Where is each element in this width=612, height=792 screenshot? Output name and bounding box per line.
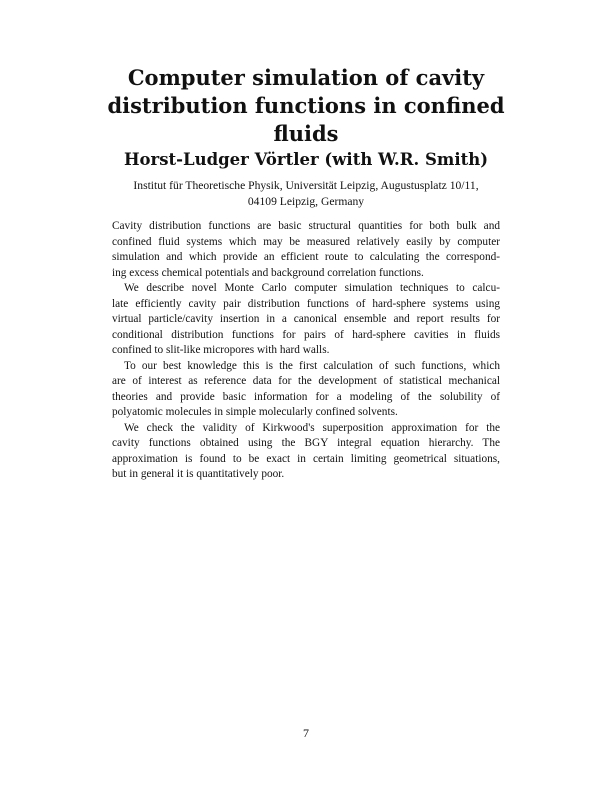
affiliation: [80, 178, 532, 210]
text-line: confined fluid systems which may be measured relatively easily by computer: [112, 235, 500, 248]
text-line: but in general it is quantitatively poor.: [112, 468, 285, 480]
text-line: late efficiently cavity pair distribution functions of hard-sphere systems using: [112, 297, 500, 310]
abstract-paragraph: [112, 281, 500, 359]
page-number: 7: [303, 726, 309, 740]
text-line: simulation and which provide an efficient route to calculating the correspond-: [112, 251, 500, 263]
text-line: polyatomic molecules in simple molecularly confined solvents.: [112, 406, 398, 418]
text-line: conditional distribution functions for pairs of hard-sphere cavities in fluids: [112, 328, 500, 341]
text-line: ing excess chemical potentials and background correlation functions.: [112, 266, 424, 279]
title-line: Computer simulation of cavity: [127, 65, 485, 90]
abstract-paragraph: [112, 421, 500, 483]
text-line: cavity functions obtained using the BGY integral equation hierarchy. The: [112, 437, 500, 449]
author-line: Horst-Ludger Vörtler (with W.R. Smith): [123, 150, 489, 169]
affiliation-line: Institut für Theoretische Physik, Universität Leipzig, Augustusplatz 10/11,: [133, 179, 479, 192]
affiliation-line: 04109 Leipzig, Germany: [247, 195, 365, 208]
title-line: fluids: [273, 121, 339, 146]
text-line: theories and provide basic information for a modeling of the solubility of: [112, 390, 500, 403]
text-line: We describe novel Monte Carlo computer simulation techniques to calcu-: [124, 282, 500, 294]
text-line: approximation is found to be exact in certain limiting geometrical situations,: [112, 452, 500, 465]
text-line: To our best knowledge this is the first calculation of such functions, which: [124, 359, 500, 372]
abstract-paragraph: [112, 359, 500, 421]
abstract-body: [112, 219, 500, 483]
text-line: Cavity distribution functions are basic structural quantities for both bulk and: [112, 220, 500, 232]
text-line: virtual particle/cavity insertion in a canonical ensemble and report results for: [112, 313, 500, 325]
text-line: are of interest as reference data for the development of statistical mechanical: [112, 375, 500, 387]
abstract-paragraph: [112, 219, 500, 281]
paper-title: [100, 64, 512, 148]
text-line: confined to slit-like micropores with hard walls.: [112, 344, 330, 356]
title-line: distribution functions in confined: [107, 93, 505, 118]
text-line: We check the validity of Kirkwood's superposition approximation for the: [124, 421, 500, 434]
